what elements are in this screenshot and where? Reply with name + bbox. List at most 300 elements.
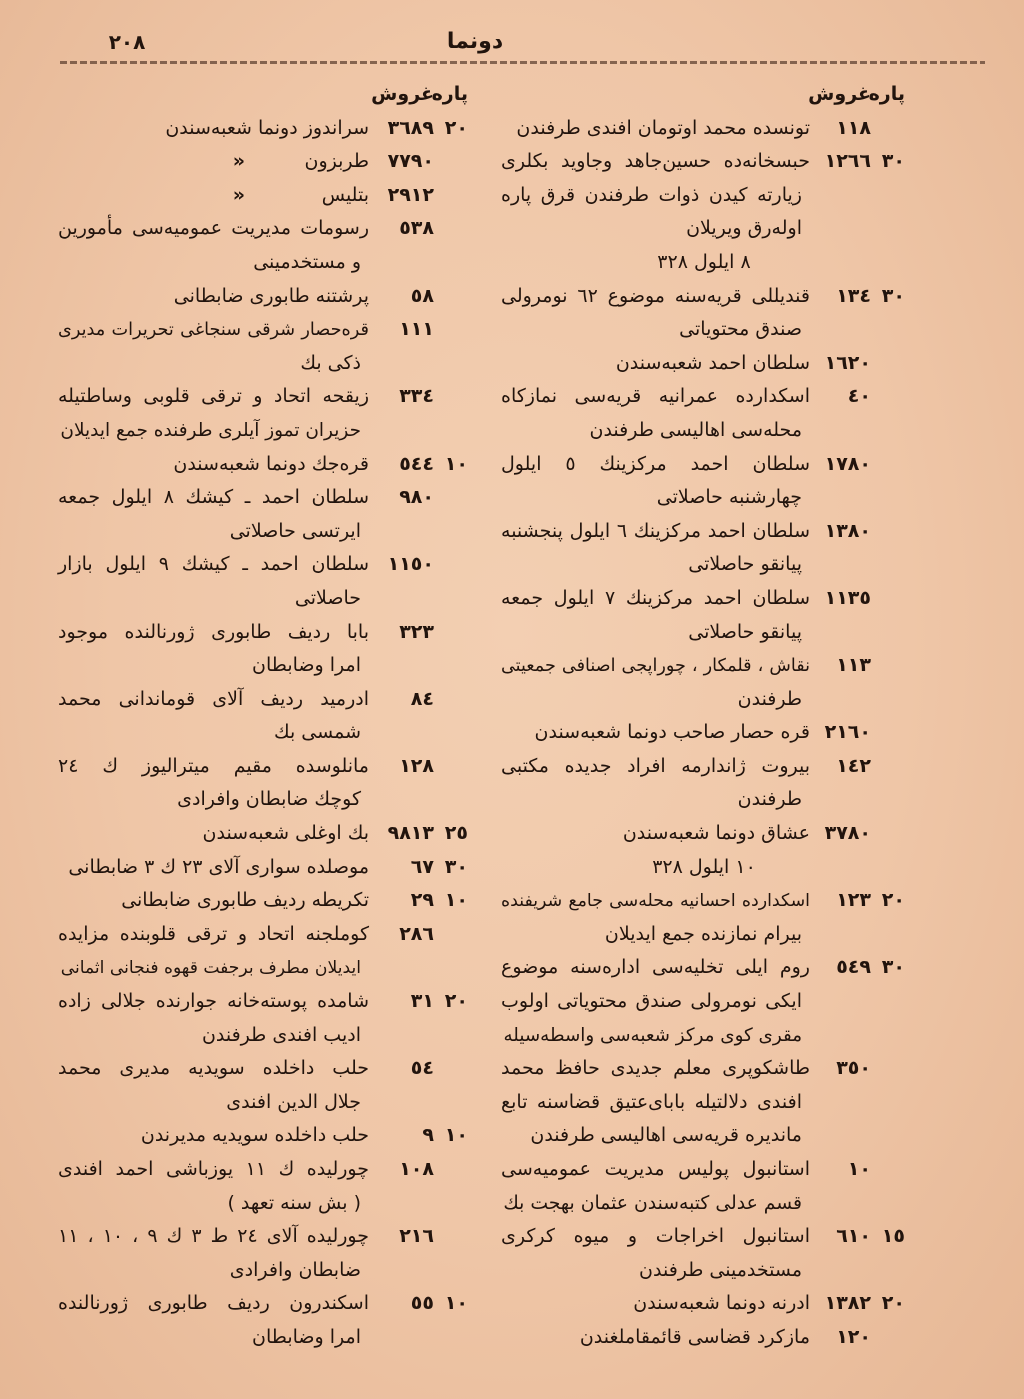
entry-description <box>55 951 373 985</box>
header-rule <box>60 61 985 64</box>
heading-kurus: غروش <box>808 83 871 105</box>
entry-description <box>498 179 814 213</box>
amount-para <box>876 582 910 616</box>
amount-kurus <box>373 1086 439 1120</box>
description-text: قره حصار صاحب دونما شعبه‌سندن <box>534 721 810 744</box>
amount-kurus: ٣٧٨٠ <box>824 822 871 845</box>
amount-para <box>439 280 473 314</box>
amount-para <box>439 1086 473 1120</box>
amount-kurus: ١١٣ <box>836 654 871 677</box>
amount-para: ٢٥ <box>444 822 468 845</box>
amount-para <box>876 1052 910 1086</box>
amount-kurus <box>373 515 439 549</box>
amount-para <box>876 683 910 717</box>
description-text: پیانقو حاصلاتی <box>688 553 802 576</box>
entry-line <box>55 683 473 717</box>
entry-description <box>498 347 814 381</box>
ledger-entry <box>498 112 910 146</box>
entry-line <box>55 481 473 515</box>
ledger-entry <box>55 548 473 615</box>
amount-kurus <box>814 616 876 650</box>
amount-para: ٢٠ <box>881 889 905 912</box>
entry-line <box>498 1287 910 1321</box>
entry-description <box>498 414 814 448</box>
ledger-entry <box>55 1287 473 1354</box>
entry-description <box>55 1254 373 1288</box>
amount-kurus: ١٧٨٠ <box>824 452 871 475</box>
entry-description <box>55 1187 373 1221</box>
description-text: حاصلاتی <box>294 586 361 609</box>
entry-description <box>498 1321 814 1355</box>
amount-para <box>439 246 473 280</box>
amount-kurus: ١٢٨ <box>399 754 434 777</box>
description-text: بك اوغلی شعبه‌سندن <box>202 822 369 845</box>
amount-para <box>439 414 473 448</box>
entry-description <box>498 817 814 851</box>
entry-description <box>498 1119 814 1153</box>
entry-description <box>55 985 373 1019</box>
ledger-entry <box>498 716 910 750</box>
description-text: سراندوز دونما شعبه‌سندن <box>165 116 369 139</box>
entry-description <box>55 280 373 314</box>
entry-description <box>55 313 373 347</box>
entry-description <box>498 582 814 616</box>
description-text: ماندیره قریه‌سی اهالیسی طرفندن <box>530 1124 802 1147</box>
description-text: زیقحه اتحاد و ترقی قلوبی وساطتیله <box>58 385 369 408</box>
ledger-entry <box>498 380 910 447</box>
entry-line <box>55 918 473 952</box>
entry-line <box>498 716 910 750</box>
amount-para: ٢٠ <box>444 990 468 1013</box>
ditto-mark: « <box>232 183 245 206</box>
ledger-entry <box>498 582 910 649</box>
entry-line <box>498 380 910 414</box>
description-text: ادیب افندی طرفندن <box>201 1023 361 1046</box>
entry-line <box>55 817 473 851</box>
amount-para <box>439 716 473 750</box>
entry-description <box>55 817 373 851</box>
entry-description <box>498 951 814 985</box>
amount-para <box>439 918 473 952</box>
entry-line <box>498 616 910 650</box>
amount-para <box>876 817 910 851</box>
amount-kurus: ١٣٤ <box>836 284 871 307</box>
amount-para <box>876 448 910 482</box>
amount-para <box>876 481 910 515</box>
ledger-entry <box>498 280 910 347</box>
entry-line <box>498 347 910 381</box>
entry-line <box>55 179 473 213</box>
ledger-entry <box>498 1153 910 1220</box>
date-heading <box>498 246 910 280</box>
ledger-entry <box>55 985 473 1052</box>
entry-description <box>55 414 373 448</box>
description-text: جلال الدین افندی <box>226 1090 361 1113</box>
description-text: تکریطه ردیف طابوری ضابطانی <box>121 889 369 912</box>
ledger-entry <box>498 1321 910 1355</box>
description-text: کوملجنه اتحاد و ترقی قلوبنده مزایده <box>58 922 369 945</box>
entry-line <box>55 750 473 784</box>
description-text: حزیران تموز آیلری طرفنده جمع ایدیلان <box>60 419 361 441</box>
amount-kurus: ١٣٨٠ <box>824 519 871 542</box>
amount-kurus: ١٣٨٢ <box>824 1292 871 1315</box>
amount-para <box>876 347 910 381</box>
amount-para <box>439 481 473 515</box>
entry-description <box>498 1254 814 1288</box>
description-text: امرا وضابطان <box>252 654 361 677</box>
entry-line <box>498 112 910 146</box>
amount-kurus <box>814 481 876 515</box>
entry-description <box>498 716 814 750</box>
description-text: سلطان احمد مرکزینك ٥ ایلول <box>501 452 810 475</box>
ledger-entry <box>498 750 910 817</box>
description-text: مازکرد قضاسی قائمقاملغندن <box>579 1325 810 1348</box>
amount-para <box>876 1254 910 1288</box>
description-text: شامده پوسته‌خانه جوارنده جلالی زاده <box>58 990 369 1013</box>
entry-description <box>55 683 373 717</box>
amount-kurus <box>373 414 439 448</box>
description-text: قندیللی قریه‌سنه موضوع ٦٢ نومرولی <box>501 284 810 307</box>
description-text: نقاش ، قلمکار ، چوراپجی اصنافی جمعیتی <box>501 656 810 677</box>
entry-description <box>55 783 373 817</box>
amount-para <box>876 1321 910 1355</box>
entry-description <box>55 1052 373 1086</box>
description-text: ایکی نومرولی صندق محتویاتی اولوب <box>501 990 802 1013</box>
amount-kurus: ٥٤٩ <box>836 956 871 979</box>
entry-line <box>498 481 910 515</box>
ledger-entry <box>55 750 473 817</box>
amount-kurus: ٢٩١٢ <box>387 183 434 206</box>
amount-kurus <box>814 1019 876 1053</box>
amount-para <box>439 616 473 650</box>
amount-para <box>876 1187 910 1221</box>
description-text: چورلیده ك ١١ یوزباشی احمد افندی <box>58 1158 369 1180</box>
amount-kurus: ٥٤٤ <box>399 452 434 475</box>
ledger-entry <box>55 817 473 851</box>
column-heading <box>498 78 910 112</box>
amount-kurus <box>373 1187 439 1221</box>
amount-para: ٣٠ <box>444 855 468 878</box>
entry-description <box>55 616 373 650</box>
entry-line <box>498 683 910 717</box>
entry-line <box>55 884 473 918</box>
entry-description <box>55 380 373 414</box>
ledger-entry <box>55 851 473 885</box>
entry-description <box>498 616 814 650</box>
amount-para <box>876 212 910 246</box>
amount-para <box>876 616 910 650</box>
entry-line <box>55 145 473 179</box>
entry-line <box>498 1187 910 1221</box>
entry-line <box>55 616 473 650</box>
entry-line <box>498 1321 910 1355</box>
amount-para <box>439 515 473 549</box>
page-number: ٢٠٨ <box>108 30 146 54</box>
description-text: اوله‌رق ویریلان <box>686 217 802 240</box>
amount-para: ٣٠ <box>881 284 905 307</box>
heading-kurus: غروش <box>371 83 434 105</box>
entry-line <box>498 1153 910 1187</box>
entry-line <box>55 1052 473 1086</box>
ledger-entry <box>55 1119 473 1153</box>
entry-description <box>55 1220 373 1254</box>
entry-description <box>55 448 373 482</box>
amount-kurus: ١٤٢ <box>836 754 871 777</box>
ledger-entry <box>498 951 910 1052</box>
entry-description <box>498 1287 814 1321</box>
amount-kurus: ٣١ <box>410 990 434 1013</box>
amount-kurus: ٣٣٤ <box>399 385 434 408</box>
amount-para <box>876 414 910 448</box>
amount-kurus: ٥٤ <box>410 1057 434 1080</box>
entry-description <box>498 112 814 146</box>
entry-description <box>55 179 373 213</box>
amount-para: ١٠ <box>444 452 468 475</box>
amount-para <box>876 985 910 1019</box>
description-text: اسکدارده احسانیه محله‌سی جامع شریفنده <box>501 891 810 912</box>
amount-kurus <box>814 548 876 582</box>
amount-kurus <box>373 783 439 817</box>
amount-kurus: ٢١٦٠ <box>824 721 871 744</box>
entry-line <box>55 1086 473 1120</box>
amount-para <box>439 380 473 414</box>
amount-para <box>876 716 910 750</box>
entry-line <box>55 448 473 482</box>
entry-description <box>55 851 373 885</box>
amount-kurus <box>814 985 876 1019</box>
entry-line <box>55 280 473 314</box>
entry-line <box>498 884 910 918</box>
entry-line <box>55 112 473 146</box>
entry-line <box>498 1119 910 1153</box>
amount-para: ٢٠ <box>881 1292 905 1315</box>
entry-line <box>498 448 910 482</box>
description-text: پیانقو حاصلاتی <box>688 620 802 643</box>
description-text: سلطان احمد ـ کیشك ٨ ایلول جمعه <box>58 486 369 509</box>
amount-para <box>876 515 910 549</box>
entry-description <box>498 884 814 918</box>
entry-description <box>55 884 373 918</box>
description-text: افندی دلالتیله بابای‌عتیق قضاسنه تابع <box>501 1090 802 1113</box>
description-text: طرفندن <box>737 687 802 710</box>
description-text: قره‌حصار شرقی سنجاغی تحریرات مدیری <box>58 320 369 341</box>
amount-para <box>876 1019 910 1053</box>
entry-description <box>498 448 814 482</box>
entry-description <box>55 1086 373 1120</box>
amount-kurus <box>373 582 439 616</box>
amount-para <box>876 112 910 146</box>
description-text: صندق محتویاتی <box>679 318 802 341</box>
amount-para <box>876 918 910 952</box>
amount-kurus: ٩٨١٣ <box>387 822 434 845</box>
amount-kurus <box>814 179 876 213</box>
description-text: مقری کوی مرکز شعبه‌سی واسطه‌سیله <box>503 1024 802 1046</box>
entry-line <box>55 548 473 582</box>
entry-line <box>498 1254 910 1288</box>
ledger-entry <box>55 145 473 179</box>
amount-kurus: ٣٦٨٩ <box>387 116 434 139</box>
amount-para <box>439 1220 473 1254</box>
ledger-entry <box>498 649 910 716</box>
ledger-entry <box>55 1153 473 1220</box>
entry-description <box>498 481 814 515</box>
entry-line <box>498 313 910 347</box>
description-text: ضابطان وافرادی <box>229 1258 361 1281</box>
description-text: ذکی بك <box>300 351 361 374</box>
amount-kurus <box>814 414 876 448</box>
amount-kurus: ٥٣٨ <box>399 217 434 240</box>
description-text: ادرنه دونما شعبه‌سندن <box>633 1292 810 1315</box>
description-text: سلطان احمد شعبه‌سندن <box>615 351 810 374</box>
amount-kurus: ٥٨ <box>410 284 434 307</box>
ledger-entry <box>498 448 910 515</box>
description-text: حبسخانه‌ده حسین‌جاهد وجاوید بکلری <box>501 150 810 173</box>
entry-description <box>498 1086 814 1120</box>
description-text: عشاق دونما شعبه‌سندن <box>622 822 810 845</box>
description-text: محله‌سی اهالیسی طرفندن <box>589 418 802 441</box>
amount-kurus <box>373 649 439 683</box>
ledger-entry <box>55 918 473 985</box>
amount-para <box>439 145 473 179</box>
entry-description <box>498 1187 814 1221</box>
ledger-entry <box>498 1052 910 1153</box>
entry-description <box>498 649 814 683</box>
amount-para <box>439 783 473 817</box>
entry-description <box>498 1019 814 1053</box>
description-text: بتلیس <box>321 183 369 206</box>
entry-description <box>498 380 814 414</box>
description-text: بابا ردیف طابوری ژورنالنده موجود <box>58 620 369 643</box>
amount-para <box>439 1321 473 1355</box>
ledger-entry <box>55 448 473 482</box>
amount-kurus: ١١٨ <box>836 116 871 139</box>
entry-line <box>498 1052 910 1086</box>
entry-description <box>55 1153 373 1187</box>
amount-kurus <box>373 951 439 985</box>
description-text: و مستخدمینی <box>253 250 361 273</box>
amount-para <box>439 179 473 213</box>
entry-line <box>55 313 473 347</box>
amount-kurus: ١٠٨ <box>399 1158 434 1180</box>
ledger-entry <box>55 313 473 380</box>
amount-kurus: ٦١٠ <box>836 1225 871 1248</box>
heading-para: پاره <box>868 83 905 105</box>
amount-kurus: ١١٥٠ <box>387 553 434 576</box>
description-text: اسکدارده عمرانیه قریه‌سی نمازکاه <box>501 385 810 408</box>
entry-line <box>55 246 473 280</box>
description-text: روم ایلی تخلیه‌سی اداره‌سنه موضوع <box>501 956 810 979</box>
amount-para <box>876 649 910 683</box>
entry-description <box>55 548 373 582</box>
entry-description <box>55 716 373 750</box>
ledger-entry <box>498 817 910 851</box>
ledger-entry <box>498 347 910 381</box>
amount-para <box>439 548 473 582</box>
ledger-entry <box>498 1287 910 1321</box>
amount-kurus: ٢١٦ <box>399 1225 434 1248</box>
amount-kurus <box>373 716 439 750</box>
amount-kurus: ٥٥ <box>410 1292 434 1315</box>
amount-kurus: ٢٩ <box>410 889 434 912</box>
amount-para <box>876 1119 910 1153</box>
amount-kurus: ٣٥٠ <box>836 1057 871 1080</box>
entry-line <box>498 212 910 246</box>
amount-para: ٣٠ <box>881 150 905 173</box>
ledger-entry <box>55 179 473 213</box>
entry-description <box>498 683 814 717</box>
amount-kurus: ١٠ <box>847 1158 871 1180</box>
entry-line <box>498 179 910 213</box>
amount-para <box>439 750 473 784</box>
entry-description <box>498 1052 814 1086</box>
amount-kurus: ١١١ <box>399 318 434 341</box>
description-text: طرفندن <box>737 788 802 811</box>
date-text: ٨ ایلول ٣٢٨ <box>657 250 751 273</box>
amount-para: ٣٠ <box>881 956 905 979</box>
entry-line <box>55 985 473 1019</box>
entry-description <box>55 246 373 280</box>
description-text: استانبول پولیس مدیریت عمومیه‌سی <box>501 1158 810 1180</box>
entry-line <box>55 414 473 448</box>
amount-kurus: ٣٢٣ <box>399 620 434 643</box>
ledger-column-left <box>55 78 473 1355</box>
ledger-entry <box>55 683 473 750</box>
ledger-entry <box>55 112 473 146</box>
entry-line <box>55 1187 473 1221</box>
amount-para <box>439 1254 473 1288</box>
description-text: رسومات مدیریت عمومیه‌سی مأمورین <box>58 217 369 240</box>
description-text: موصلده سواری آلای ٢٣ ك ٣ ضابطانی <box>68 855 369 878</box>
entry-line <box>55 851 473 885</box>
amount-kurus: ١٢٠ <box>836 1325 871 1348</box>
amount-kurus: ٤٠ <box>847 385 871 408</box>
amount-kurus: ٨٤ <box>410 687 434 710</box>
ledger-entry <box>55 1052 473 1119</box>
entry-line <box>55 1019 473 1053</box>
ledger-entry <box>498 884 910 951</box>
entry-line <box>498 817 910 851</box>
entry-description <box>55 212 373 246</box>
amount-kurus: ١٢٣ <box>836 889 871 912</box>
description-text: حلب داخلده سویدیه مدیرندن <box>140 1124 369 1147</box>
entry-line <box>55 1119 473 1153</box>
entry-line <box>55 951 473 985</box>
amount-para <box>439 951 473 985</box>
entry-line <box>55 582 473 616</box>
amount-para <box>439 582 473 616</box>
amount-para <box>439 347 473 381</box>
description-text: سلطان احمد مرکزینك ٦ ایلول پنجشنبه <box>501 519 810 542</box>
amount-para <box>876 750 910 784</box>
description-text: سلطان احمد ـ کیشك ٩ ایلول بازار <box>58 553 369 576</box>
entry-line <box>498 414 910 448</box>
entry-description <box>55 1321 373 1355</box>
description-text: مانلوسده مقیم میترالیوز ك ٢٤ <box>58 754 369 777</box>
amount-para <box>439 1019 473 1053</box>
entry-line <box>498 515 910 549</box>
entry-line <box>498 280 910 314</box>
description-text: مستخدمینی طرفندن <box>639 1258 802 1281</box>
entry-line <box>498 750 910 784</box>
description-text: بیروت ژاندارمه افراد جدیده مکتبی <box>501 754 810 777</box>
entry-description <box>498 280 814 314</box>
entry-description <box>55 918 373 952</box>
entry-line <box>55 1220 473 1254</box>
amount-kurus <box>814 1254 876 1288</box>
entry-description <box>498 1220 814 1254</box>
entry-description <box>55 1019 373 1053</box>
entry-description <box>498 918 814 952</box>
